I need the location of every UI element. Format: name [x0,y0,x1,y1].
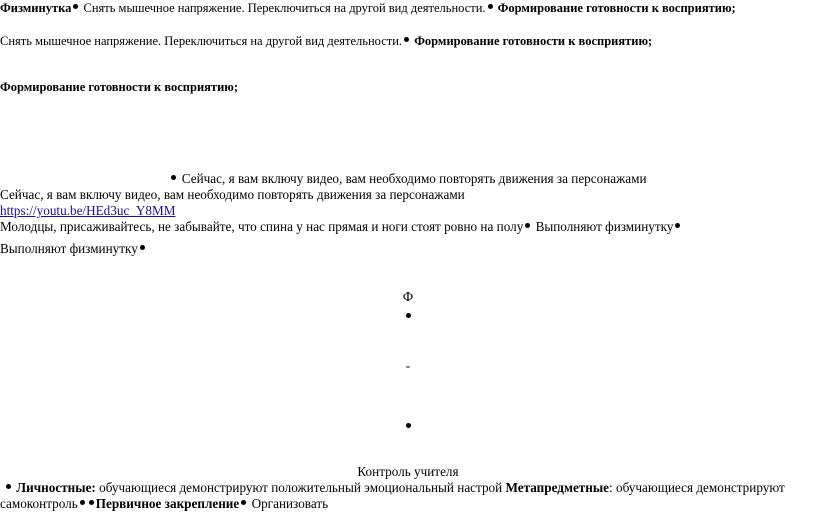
personal-text: обучающиеся демонстрируют положительный эмоциональный настрой [99,480,503,495]
line-8-text: Выполняют физминутку [0,241,138,256]
line-3 [0,79,238,95]
control-label-text: Контроль учителя [357,464,459,479]
line-2-bold: Формирование готовности к восприятию; [414,34,653,48]
bullet-icon [488,4,493,9]
bullet-icon [675,223,680,228]
bullet-icon [406,313,411,318]
primary-consolidation-label: Первичное закрепление [95,496,240,511]
center-letter [0,289,816,305]
video-link[interactable]: https://youtu.be/HEd3uc_Y8MM [0,203,176,218]
center-bullet-2 [0,418,816,434]
meta-label: Метапредметные [505,480,610,495]
center-letter-text: Ф [402,289,414,304]
meta-text: : обучающиеся демонстрируют [609,480,785,495]
center-bullet-1 [0,308,816,324]
personal-label: Личностные: [16,480,96,495]
line-1-bold: Формирование готовности к восприятию; [497,1,736,15]
line-7-text-2: Выполняют физминутку [535,219,674,234]
bullet-icon [525,223,530,228]
control-label [0,464,816,480]
line-5-text: Сейчас, я вам включу видео, вам необходимо повторять движения за персонажами [0,187,465,202]
line-7-text: Молодцы, присаживайтесь, не забывайте, что спина у нас прямая и ноги стоят ровно на полу [0,219,524,234]
bullet-icon [80,500,85,505]
center-dash-text: - [405,358,411,373]
center-dash [0,358,816,374]
line-5 [0,187,465,203]
bullet-icon [6,484,11,489]
selfcontrol-text: самоконтроль [0,496,78,511]
bottom-line-2 [0,496,328,512]
bullet-icon [241,500,246,505]
bullet-icon [406,423,411,428]
organize-text: Организовать [251,496,329,511]
bullet-icon [404,37,409,42]
bullet-icon [140,245,145,250]
line-2 [0,33,652,49]
bullet-icon [73,4,78,9]
line-7 [0,219,682,235]
line-2-text: Снять мышечное напряжение. Переключиться на другой вид деятельности. [0,34,403,48]
bullet-icon [171,175,176,180]
line-3-bold: Формирование готовности к восприятию; [0,80,238,94]
line-1 [0,0,736,16]
bullet-icon [89,500,94,505]
line-4 [0,171,816,187]
line-1-text: Снять мышечное напряжение. Переключиться на другой вид деятельности. [83,1,486,15]
line-6 [0,203,175,219]
line-8 [0,241,147,257]
title-fizminutka: Физминутка [0,1,72,15]
bottom-line-1 [4,480,785,496]
line-4-text: Сейчас, я вам включу видео, вам необходимо повторять движения за персонажами [181,171,647,186]
